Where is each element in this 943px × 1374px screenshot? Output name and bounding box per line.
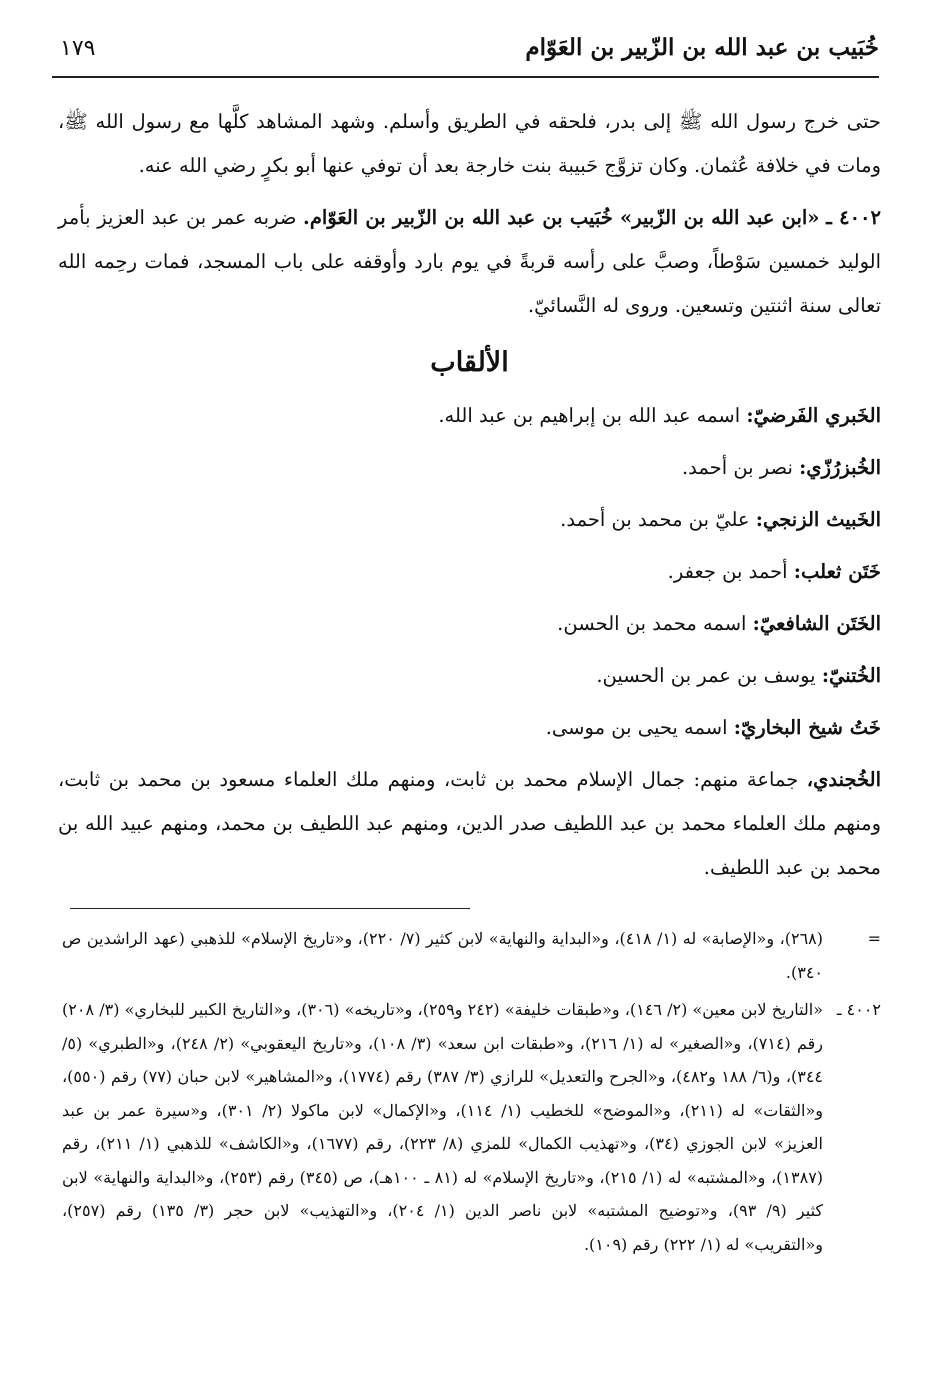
laqab-text: نصر بن أحمد. [681,456,793,479]
entry-text: ضربه عمر بن عبد العزيز بأمر الوليد خمسين سَوْطاً، وصبَّ على رأسه قربةً في يوم بارد وأوقفه على باب المسجد، فمات رحِمه الله تعالى سنة اثنتين وتسعين. وروى له النَّسائيّ. [58,206,881,317]
footnote-item [62,993,881,1261]
footnote-item [62,922,881,989]
footnotes [62,922,881,1265]
laqab-term: خَتَن ثعلب: [793,560,881,583]
laqab-item [58,706,881,750]
laqab-item [58,758,881,890]
laqab-term: الخَتَن الشافعيّ: [752,612,881,635]
footnote-text: (٢٦٨)، و«الإصابة» له (١/ ٤١٨)، و«البداية والنهاية» لابن كثير (٧/ ٢٢٠)، و«تاريخ الإسلام» للذهبي (عهد الراشدين ص ٣٤٠). [62,929,824,982]
laqab-item [58,446,881,490]
laqab-term: الخُبزرُزّي: [799,456,881,479]
footnote-text: «التاريخ لابن معين» (٢/ ١٤٦)، و«طبقات خليفة» (٢٤٢ و٢٥٩)، و«تاريخه» (٣٠٦)، و«التاريخ الكبير للبخاري» (٣/ ٢٠٨) رقم (٧١٤)، و«الصغير» له (١/ ٢١٦)، و«طبقات ابن سعد» (٣/ ١٠٨)، و«تاريخ اليعقوبي» (٢/ ٢٤٨)، و«الطبري» (٥/ ٣٤٤)، و(٦/ ١٨٨ و٤٨٢)، و«الجرح والتعديل» للرازي (٣/ ٣٨٧) رقم (١٧٧٤)، و«المشاهير» لابن حبان (٧٧) رقم (٥٥٠)، و«الثقات» له (٢١١)، و«الموضح» للخطيب (١/ ١١٤)، و«الإكمال» لابن ماكولا (٢/ ٣٠١)، و«سيرة عمر بن عبد العزيز» لابن الجوزي (٣٤)، و«تهذيب الكمال» للمزي (٨/ ٢٢٣)، رقم (١٦٧٧)، و«الكاشف» للذهبي (١/ ٢١١)، رقم (١٣٨٧)، و«المشتبه» له (١/ ٢١٥)، و«تاريخ الإسلام» له (٨١ ـ ١٠٠هـ)، ص (٣٤٥) رقم (٢٥٣)، و«البداية والنهاية» لابن كثير (٩/ ٩٣)، و«توضيح المشتبه» لابن ناصر الدين (١/ ٢٠٤)، و«التهذيب» لابن حجر (٣/ ١٣٥) رقم (٢٥٧)، و«التقريب» له (١/ ٢٢٢) رقم (١٠٩). [62,1000,824,1254]
laqab-term: خَتُ شيخ البخاريّ: [733,716,881,739]
entry-heading: «ابن عبد الله بن الزّبير» خُبَيب بن عبد الله بن الزّبير بن العَوّام. [303,206,820,229]
laqab-text: اسمه محمد بن الحسن. [557,612,747,635]
laqab-text: يوسف بن عمر بن الحسين. [596,664,816,687]
section-title: الألقاب [430,347,509,378]
laqab-item [58,654,881,698]
laqab-text: عليّ بن محمد بن أحمد. [560,508,750,531]
footnote-divider [70,908,470,909]
entry-number: ٤٠٠٢ ـ [826,206,882,229]
laqab-item [58,602,881,646]
continuation-paragraph: حتى خرج رسول الله ﷺ إلى بدر، فلحقه في الطريق وأسلم. وشهد المشاهد كلَّها مع رسول الله ﷺ، ومات في خلافة عُثمان. وكان تزوَّج حَبيبة بنت خارجة بعد أن توفي عنها أبو بكرٍ رضي الله عنه. [58,110,881,177]
laqab-term: الخَبيث الزنجي: [755,508,881,531]
laqab-text: أحمد بن جعفر. [667,560,788,583]
laqab-item [58,498,881,542]
laqab-term: الخُجندي، [806,768,881,791]
laqab-text: جماعة منهم: جمال الإسلام محمد بن ثابت، ومنهم ملك العلماء مسعود بن محمد بن ثابت، ومنهم ملك العلماء محمد بن عبد اللطيف صدر الدين، ومنهم عبد اللطيف بن محمد، ومنهم عبيد الله بن محمد بن عبد اللطيف. [58,768,881,879]
footnote-marker: ٤٠٠٢ ـ [836,1000,881,1019]
laqab-text: اسمه يحيى بن موسى. [545,716,728,739]
footnote-marker: = [867,929,881,948]
laqab-term: الخُتنيّ: [821,664,881,687]
laqab-term: الخَبري الفَرضيّ: [746,404,881,427]
page-number: ١٧٩ [60,36,96,61]
laqab-item [58,394,881,438]
main-text [58,100,881,890]
page-header [52,30,879,78]
running-title: خُبَيب بن عبد الله بن الزّبير بن العَوّام [525,34,879,61]
laqab-text: اسمه عبد الله بن إبراهيم بن عبد الله. [438,404,741,427]
entry-4002 [58,196,881,328]
laqab-item [58,550,881,594]
